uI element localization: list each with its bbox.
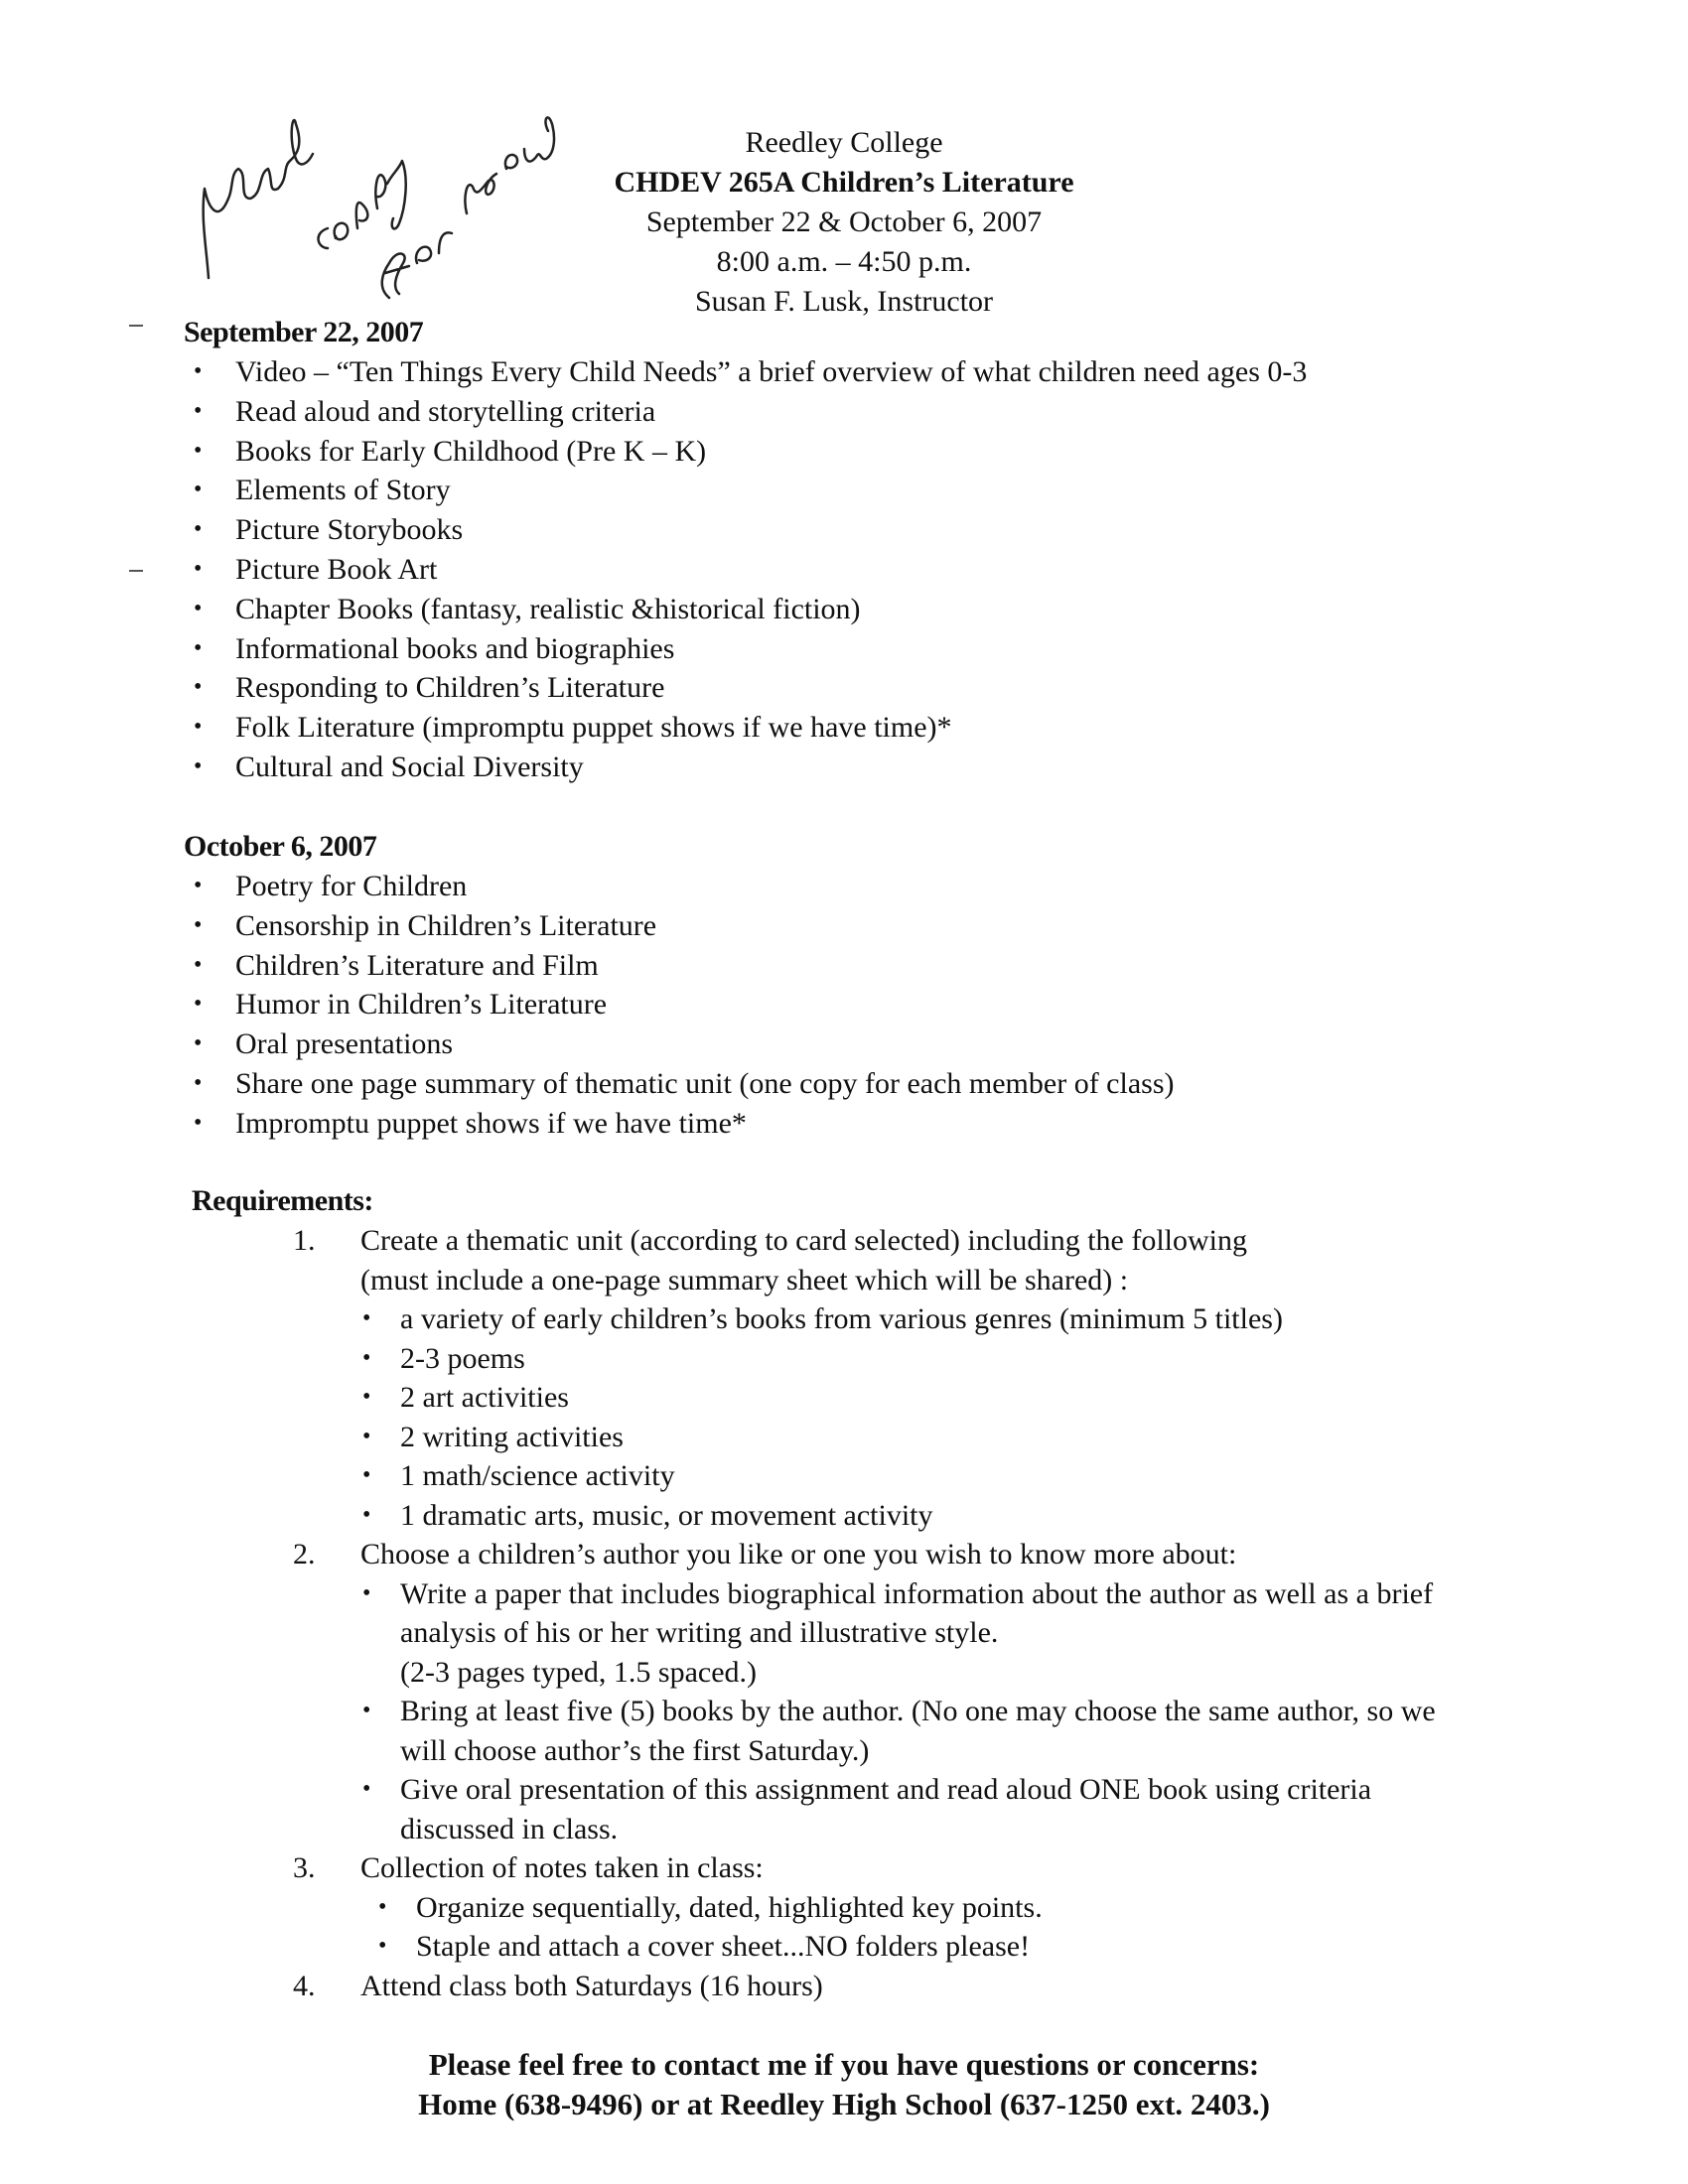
course-time: 8:00 a.m. – 4:50 p.m. xyxy=(716,245,972,278)
instructor-name: Susan F. Lusk, Instructor xyxy=(694,285,994,318)
college-name: Reedley College xyxy=(745,126,943,159)
bullet-icon: • xyxy=(194,634,203,661)
section-october xyxy=(184,827,1475,1144)
requirement-number: 4. xyxy=(293,1969,316,2002)
bullet-icon: • xyxy=(194,437,203,464)
requirement-number: 2. xyxy=(293,1538,316,1570)
sub-list-item: • Give oral presentation of this assignment and read aloud ONE book using criteria discussed in class. xyxy=(352,1770,1475,1848)
bullet-icon: • xyxy=(194,477,203,503)
bullet-icon: • xyxy=(194,873,203,898)
sub-list-item: • a variety of early children’s books from various genres (minimum 5 titles) xyxy=(352,1299,1532,1339)
margin-mark xyxy=(129,570,143,572)
sub-list-item: • Organize sequentially, dated, highlighted key points. xyxy=(368,1888,1532,1928)
bullet-icon: • xyxy=(362,1305,371,1331)
bullet-icon: • xyxy=(362,1579,371,1606)
list-item: • Informational books and biographies xyxy=(184,629,1475,669)
sub-list-item: • Write a paper that includes biographical information about the author as well as a brief analysis of his or her writing and illustrative style. (2-3 pages typed, 1.5 spaced.) xyxy=(352,1574,1475,1693)
requirement-item xyxy=(192,1535,1532,1848)
list-item: • Impromptu puppet shows if we have time* xyxy=(184,1104,1475,1144)
list-item: • Picture Storybooks xyxy=(184,510,1475,550)
september-topic-list xyxy=(184,352,1475,787)
bullet-icon: • xyxy=(362,1698,371,1723)
bullet-icon: • xyxy=(194,358,203,384)
requirement-text: Attend class both Saturdays (16 hours) xyxy=(360,1969,823,2002)
requirement-number: 3. xyxy=(293,1851,316,1884)
requirement-item xyxy=(192,1221,1532,1535)
bullet-icon: • xyxy=(194,714,203,741)
list-item: • Children’s Literature and Film xyxy=(184,946,1475,986)
bullet-icon: • xyxy=(194,397,203,424)
october-topic-list xyxy=(184,867,1475,1144)
requirement-text: Create a thematic unit (according to card selected) including the following xyxy=(360,1224,1247,1257)
bullet-icon: • xyxy=(194,1030,203,1057)
sub-list-item: • 1 math/science activity xyxy=(352,1456,1532,1496)
section-september xyxy=(184,313,1475,787)
requirement-text: Collection of notes taken in class: xyxy=(360,1851,764,1884)
list-item: • Books for Early Childhood (Pre K – K) xyxy=(184,432,1475,472)
bullet-icon: • xyxy=(362,1462,371,1488)
list-item: • Elements of Story xyxy=(184,471,1475,510)
list-item: • Folk Literature (impromptu puppet shows if we have time)* xyxy=(184,708,1475,748)
sub-list-item: • Staple and attach a cover sheet...NO folders please! xyxy=(368,1927,1532,1967)
bullet-icon: • xyxy=(194,951,203,978)
section-title: October 6, 2007 xyxy=(184,830,377,863)
sub-list-item: • Bring at least five (5) books by the author. (No one may choose the same author, so we will choose author’s the first Saturday.) xyxy=(352,1692,1475,1770)
bullet-icon: • xyxy=(362,1423,371,1449)
bullet-icon: • xyxy=(362,1776,371,1802)
contact-line-2: Home (638-9496) or at Reedley High School (637-1250 ext. 2403.) xyxy=(418,2087,1270,2121)
margin-mark xyxy=(129,325,143,327)
document-header xyxy=(0,123,1688,322)
sub-list-item: • 1 dramatic arts, music, or movement activity xyxy=(352,1496,1532,1536)
requirement-text-continued: (must include a one-page summary sheet which will be shared) : xyxy=(360,1263,1129,1297)
bullet-icon: • xyxy=(362,1344,371,1371)
requirement-sublist xyxy=(352,1299,1532,1535)
section-requirements xyxy=(192,1181,1532,2005)
sub-list-item: • 2 art activities xyxy=(352,1378,1532,1418)
bullet-icon: • xyxy=(362,1501,371,1528)
bullet-icon: • xyxy=(194,595,203,621)
sub-list-item: • 2 writing activities xyxy=(352,1418,1532,1457)
list-item: • Cultural and Social Diversity xyxy=(184,748,1475,787)
bullet-icon: • xyxy=(378,1893,387,1920)
bullet-icon: • xyxy=(194,911,203,938)
section-title: September 22, 2007 xyxy=(184,316,424,348)
bullet-icon: • xyxy=(378,1933,387,1959)
bullet-icon: • xyxy=(194,1109,203,1136)
course-dates: September 22 & October 6, 2007 xyxy=(645,205,1043,238)
list-item: • Chapter Books (fantasy, realistic &historical fiction) xyxy=(184,590,1475,629)
list-item: • Read aloud and storytelling criteria xyxy=(184,392,1475,432)
requirement-number: 1. xyxy=(293,1224,316,1257)
sub-list-item: • 2-3 poems xyxy=(352,1339,1532,1379)
bullet-icon: • xyxy=(194,1069,203,1096)
list-item: • Responding to Children’s Literature xyxy=(184,668,1475,708)
requirement-item xyxy=(192,1967,1532,2006)
bullet-icon: • xyxy=(194,516,203,543)
requirements-list xyxy=(192,1221,1532,2005)
requirement-sublist xyxy=(352,1574,1475,1849)
section-title: Requirements: xyxy=(192,1184,373,1217)
list-item: • Poetry for Children xyxy=(184,867,1475,906)
bullet-icon: • xyxy=(194,674,203,701)
bullet-icon: • xyxy=(194,555,203,582)
bullet-icon: • xyxy=(362,1384,371,1410)
sub-list-item-note: (2-3 pages typed, 1.5 spaced.) xyxy=(400,1655,758,1689)
bullet-icon: • xyxy=(194,752,203,779)
requirement-text: Choose a children’s author you like or one you wish to know more about: xyxy=(360,1538,1237,1570)
list-item: • Humor in Children’s Literature xyxy=(184,985,1475,1024)
course-title: CHDEV 265A Children’s Literature xyxy=(614,166,1074,199)
list-item: • Share one page summary of thematic unit (one copy for each member of class) xyxy=(184,1064,1475,1104)
list-item: • Censorship in Children’s Literature xyxy=(184,906,1475,946)
contact-info xyxy=(0,2045,1688,2124)
requirement-sublist xyxy=(368,1888,1532,1967)
requirement-item xyxy=(192,1848,1532,1967)
bullet-icon: • xyxy=(194,991,203,1018)
contact-line-1: Please feel free to contact me if you have questions or concerns: xyxy=(428,2047,1260,2082)
list-item: • Video – “Ten Things Every Child Needs” a brief overview of what children need ages 0-3 xyxy=(184,352,1475,392)
list-item: • Picture Book Art xyxy=(184,550,1475,590)
list-item: • Oral presentations xyxy=(184,1024,1475,1064)
